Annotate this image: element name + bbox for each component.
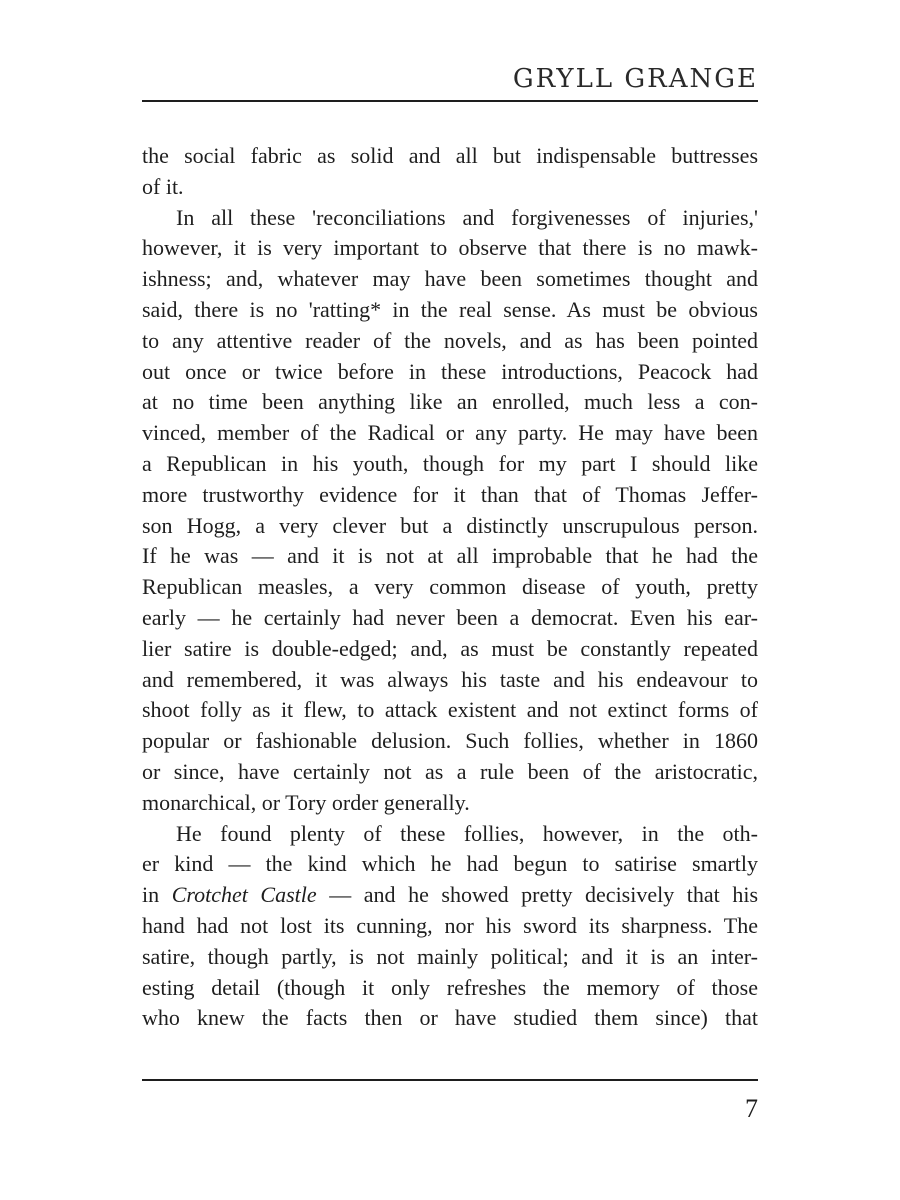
text-line: er kind — the kind which he had begun to satirise smartly (142, 851, 758, 877)
running-head: GRYLL GRANGE (512, 64, 758, 94)
text-line: hand had not lost its cunning, nor his sword its sharpness. The (142, 912, 758, 938)
text-line: however, it is very important to observe that there is no mawk- (142, 235, 758, 261)
text-line: said, there is no 'ratting* in the real sense. As must be obvious (142, 296, 758, 322)
text-line: or since, have certainly not as a rule been of the aristocratic, (142, 758, 758, 784)
text-line: who knew the facts then or have studied them since) that (142, 1005, 758, 1031)
text-line: shoot folly as it flew, to attack existent and not extinct forms of (142, 697, 758, 723)
text-line: at no time been anything like an enrolled, much less a con- (142, 389, 758, 415)
text-line: ishness; and, whatever may have been sometimes thought and (142, 266, 758, 292)
text-line-with-title (142, 880, 758, 911)
text-line: He found plenty of these follies, however, in the oth- (176, 820, 758, 846)
text-line: If he was — and it is not at all improbable that he had the (142, 543, 758, 569)
footer-rule (142, 1079, 758, 1081)
text-line: satire, though partly, is not mainly political; and it is an inter- (142, 943, 758, 969)
text-line: to any attentive reader of the novels, and as has been pointed (142, 327, 758, 353)
text-line: lier satire is double-edged; and, as must be constantly repeated (142, 635, 758, 661)
text-fragment: in (142, 882, 160, 908)
text-line: of it. (142, 173, 184, 199)
header-rule (142, 100, 758, 102)
text-line: more trustworthy evidence for it than that of Thomas Jeffer- (142, 481, 758, 507)
text-line: the social fabric as solid and all but indispensable buttresses (142, 143, 758, 168)
text-line: and remembered, it was always his taste and his endeavour to (142, 666, 758, 692)
text-line: monarchical, or Tory order generally. (142, 789, 470, 815)
text-line: a Republican in his youth, though for my part I should like (142, 450, 758, 476)
book-title: Crotchet Castle (171, 882, 317, 908)
text-line: esting detail (though it only refreshes the memory of those (142, 974, 758, 1000)
text-line: Republican measles, a very common disease of youth, pretty (142, 574, 758, 600)
text-line: In all these 'reconciliations and forgivenesses of injuries,' (176, 204, 758, 230)
text-fragment: — and he showed pretty decisively that his (329, 882, 758, 908)
text-line: early — he certainly had never been a democrat. Even his ear- (142, 604, 758, 630)
text-line: son Hogg, a very clever but a distinctly unscrupulous person. (142, 512, 758, 538)
text-line: out once or twice before in these introductions, Peacock had (142, 358, 758, 384)
text-line: vinced, member of the Radical or any party. He may have been (142, 420, 758, 446)
text-line: popular or fashionable delusion. Such follies, whether in 1860 (142, 728, 758, 754)
page-number: 7 (745, 1094, 758, 1123)
body-text (142, 141, 758, 1034)
